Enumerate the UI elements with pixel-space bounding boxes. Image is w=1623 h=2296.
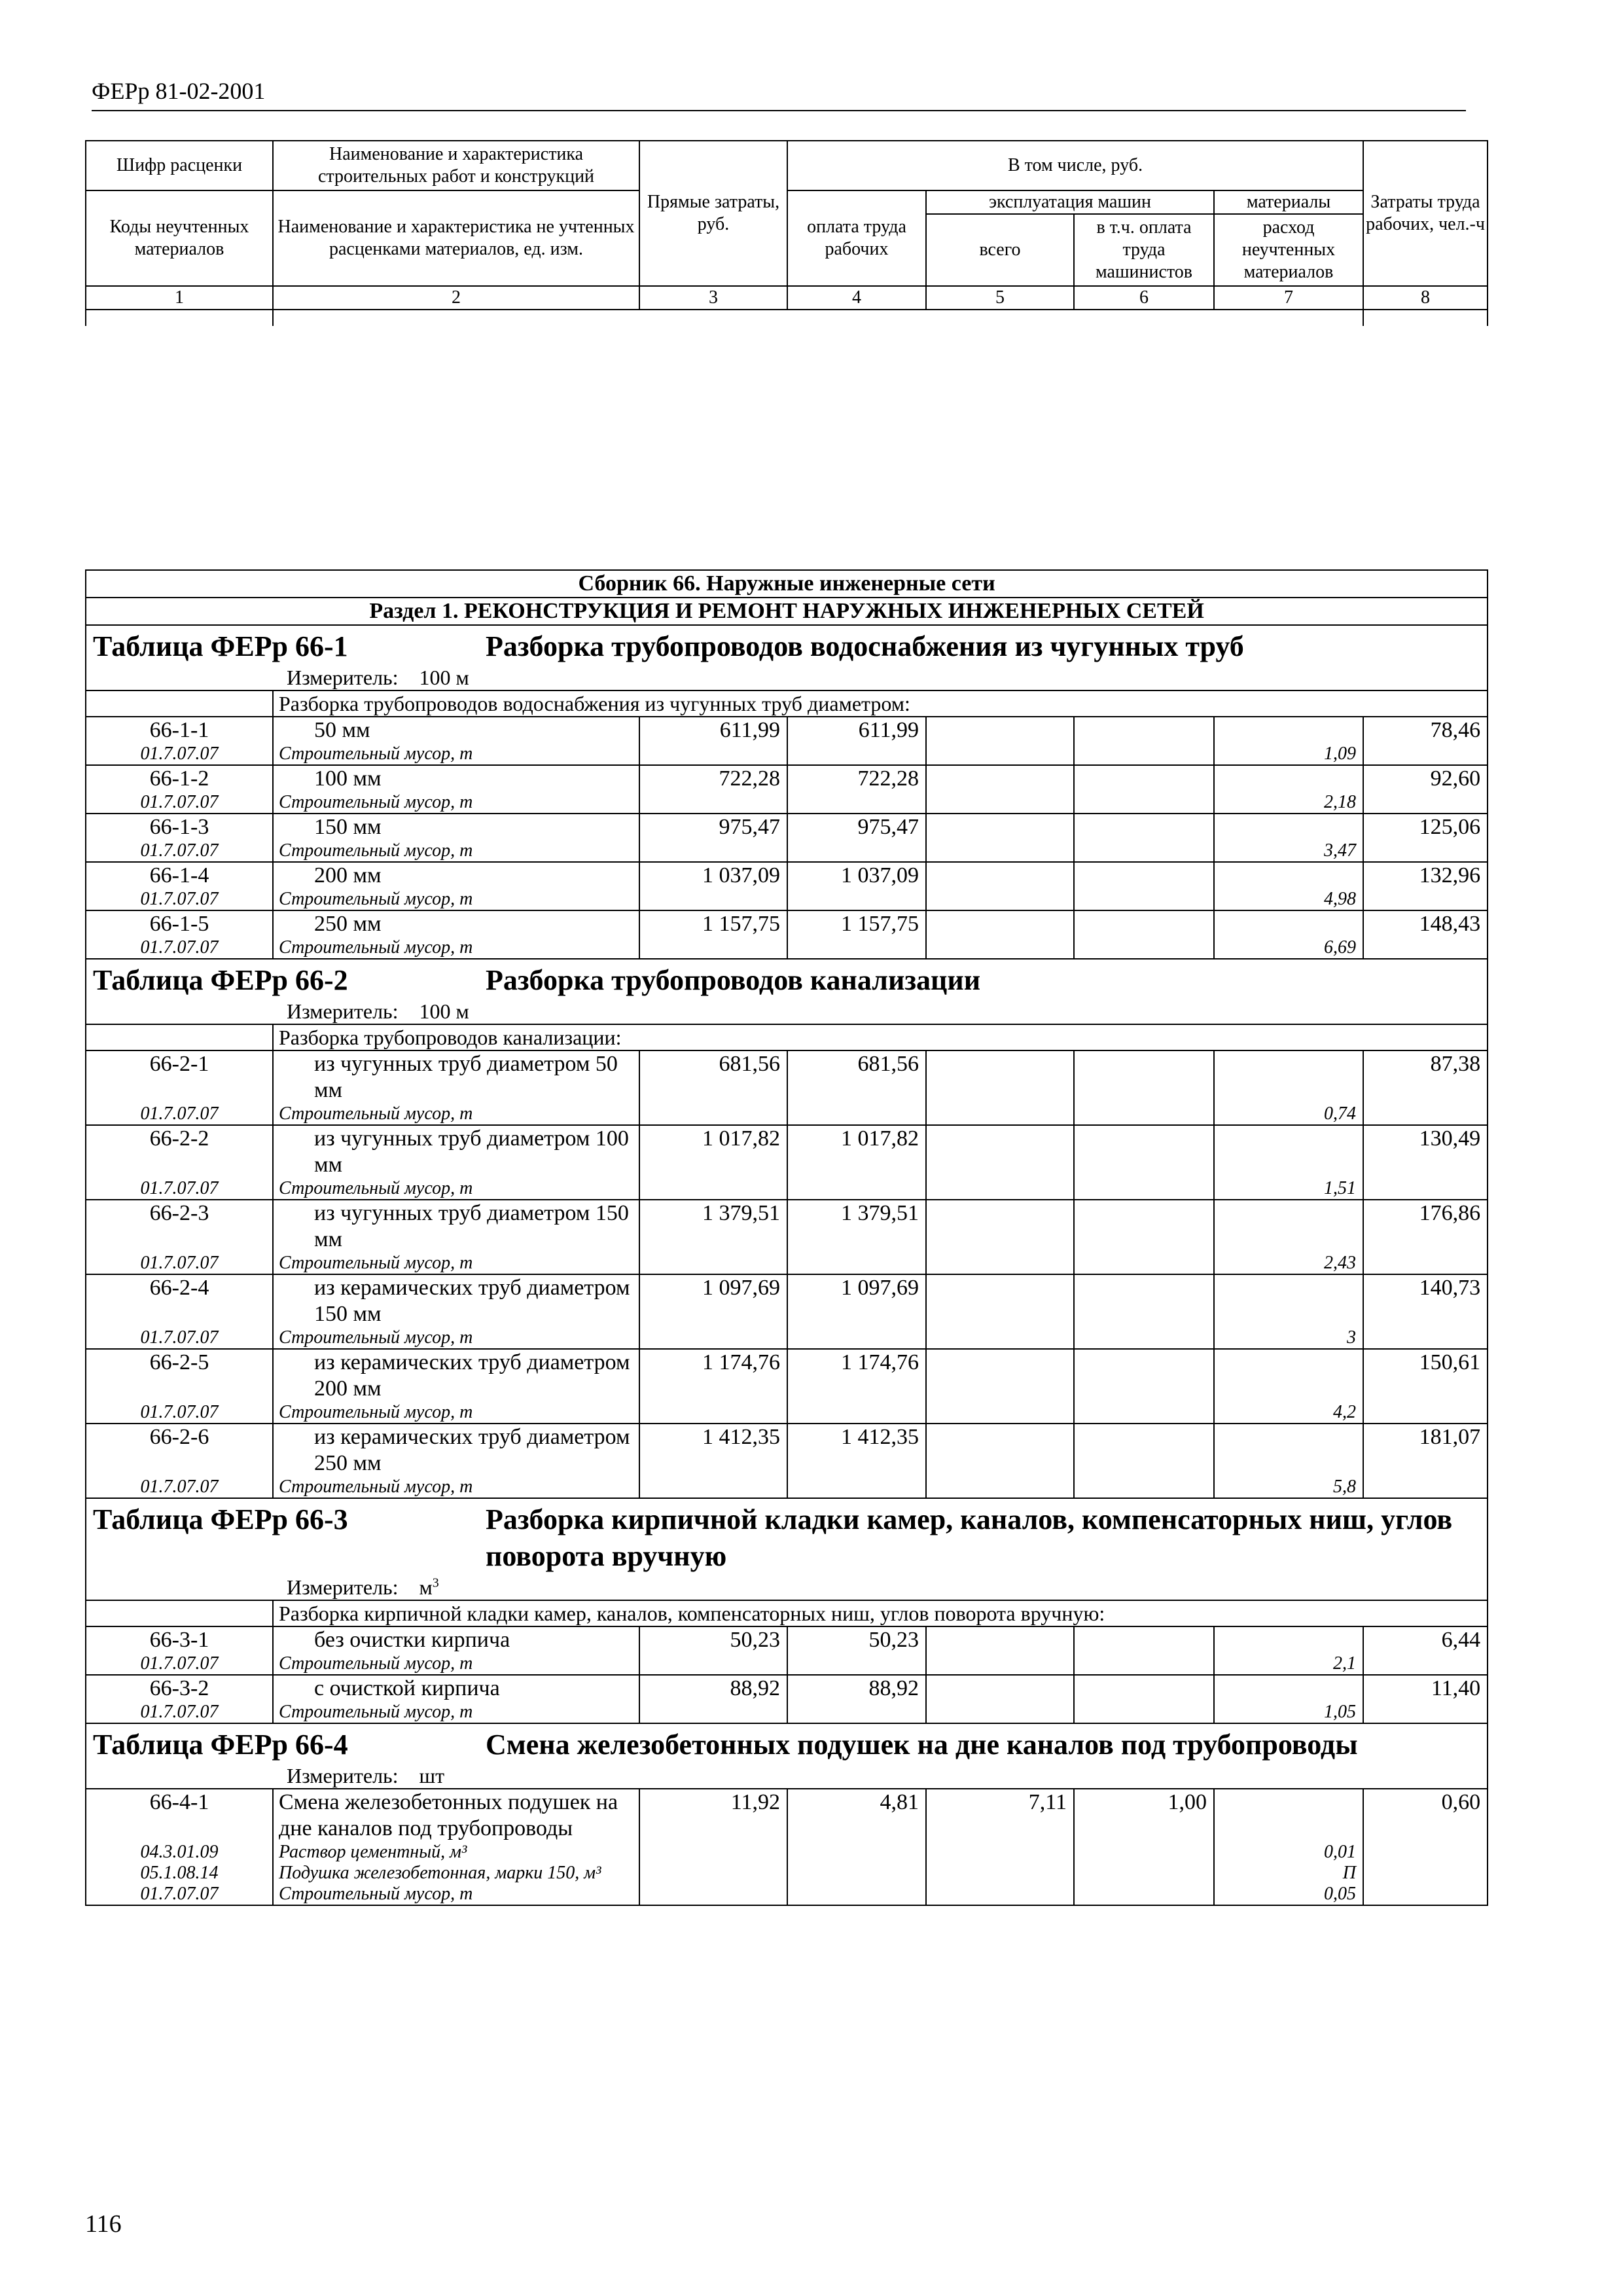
rate-code: 66-1-2 — [86, 765, 273, 792]
material-qty: 0,01 — [1214, 1842, 1363, 1863]
table-title-block — [86, 1498, 1488, 1600]
worker-pay: 722,28 — [787, 765, 926, 814]
column-number: 4 — [787, 286, 926, 310]
table-row — [86, 1050, 1488, 1103]
collection-title: Сборник 66. Наружные инженерные сети — [86, 570, 1488, 598]
table-tail — [86, 310, 273, 326]
material-qty-spacer — [1214, 1424, 1363, 1477]
rate-name: из керамических труб диаметром 250 мм — [273, 1424, 639, 1477]
table-row — [86, 1424, 1488, 1477]
direct-costs: 722,28 — [639, 765, 787, 814]
worker-pay: 1 174,76 — [787, 1349, 926, 1424]
table-name: Разборка трубопроводов канализации — [486, 964, 981, 996]
rate-name: Смена железобетонных подушек на дне каналов под трубопроводы — [273, 1789, 639, 1842]
material-name: Строительный мусор, т — [273, 744, 639, 765]
material-qty-spacer — [1214, 1200, 1363, 1253]
table-row — [86, 1200, 1488, 1253]
material-name: Строительный мусор, т — [273, 1327, 639, 1349]
material-qty-spacer — [1214, 1050, 1363, 1103]
header-direct-costs: Прямые затраты, руб. — [639, 141, 787, 286]
rate-name: 250 мм — [273, 910, 639, 937]
table-title-row — [86, 1723, 1488, 1789]
material-code: 01.7.07.07 — [86, 1702, 273, 1723]
rate-name: из чугунных труб диаметром 50 мм — [273, 1050, 639, 1103]
material-code: 05.1.08.14 — [86, 1863, 273, 1884]
measure-label: Измеритель: — [287, 1764, 399, 1787]
table-row — [86, 1789, 1488, 1842]
direct-costs: 50,23 — [639, 1626, 787, 1675]
rate-name: из чугунных труб диаметром 150 мм — [273, 1200, 639, 1253]
machine-total — [926, 910, 1074, 959]
rate-name: с очисткой кирпича — [273, 1675, 639, 1702]
machine-total — [926, 862, 1074, 910]
table-title-line — [93, 1501, 1480, 1575]
material-name: Строительный мусор, т — [273, 840, 639, 862]
measure-label: Измеритель: — [287, 1575, 399, 1599]
labor-hours: 132,96 — [1363, 862, 1488, 910]
machinist-pay — [1074, 765, 1214, 814]
rate-name: из чугунных труб диаметром 100 мм — [273, 1125, 639, 1178]
material-code: 01.7.07.07 — [86, 792, 273, 814]
labor-hours: 150,61 — [1363, 1349, 1488, 1424]
worker-pay: 681,56 — [787, 1050, 926, 1125]
table-title-line — [93, 1727, 1480, 1763]
material-qty-spacer — [1214, 814, 1363, 840]
rate-name: из керамических труб диаметром 200 мм — [273, 1349, 639, 1402]
material-qty: П — [1214, 1863, 1363, 1884]
machinist-pay — [1074, 717, 1214, 765]
column-number: 2 — [273, 286, 639, 310]
machine-total — [926, 814, 1074, 862]
material-name: Подушка железобетонная, марки 150, м³ — [273, 1863, 639, 1884]
worker-pay: 1 412,35 — [787, 1424, 926, 1498]
material-qty-spacer — [1214, 910, 1363, 937]
measure-unit-line — [93, 1575, 1480, 1600]
material-name: Строительный мусор, т — [273, 1103, 639, 1125]
rate-code: 66-2-5 — [86, 1349, 273, 1402]
machinist-pay — [1074, 1050, 1214, 1125]
measure-unit-line — [93, 665, 1480, 690]
direct-costs: 1 097,69 — [639, 1274, 787, 1349]
worker-pay: 88,92 — [787, 1675, 926, 1723]
machine-total — [926, 1050, 1074, 1125]
column-number: 6 — [1074, 286, 1214, 310]
material-name: Строительный мусор, т — [273, 1653, 639, 1675]
material-name: Строительный мусор, т — [273, 1402, 639, 1424]
material-qty-spacer — [1214, 862, 1363, 889]
material-code: 01.7.07.07 — [86, 1178, 273, 1200]
machinist-pay — [1074, 1274, 1214, 1349]
rate-code: 66-1-4 — [86, 862, 273, 889]
table-tail — [1074, 310, 1214, 326]
measure-unit-line — [93, 999, 1480, 1024]
material-name: Строительный мусор, т — [273, 1178, 639, 1200]
material-qty: 4,98 — [1214, 889, 1363, 910]
worker-pay: 1 037,09 — [787, 862, 926, 910]
worker-pay: 1 157,75 — [787, 910, 926, 959]
rate-name: 150 мм — [273, 814, 639, 840]
machine-total — [926, 1675, 1074, 1723]
table-title-row — [86, 1498, 1488, 1600]
material-name: Строительный мусор, т — [273, 792, 639, 814]
direct-costs: 1 412,35 — [639, 1424, 787, 1498]
header-code: Шифр расценки — [86, 141, 273, 190]
material-qty-spacer — [1214, 1274, 1363, 1327]
table-id: Таблица ФЕРр 66-2 — [93, 964, 348, 996]
material-qty: 1,05 — [1214, 1702, 1363, 1723]
table-row — [86, 765, 1488, 792]
direct-costs: 88,92 — [639, 1675, 787, 1723]
document-code-header: ФЕРр 81-02-2001 — [92, 78, 266, 104]
worker-pay: 4,81 — [787, 1789, 926, 1905]
material-qty-spacer — [1214, 1789, 1363, 1842]
labor-hours: 181,07 — [1363, 1424, 1488, 1498]
header-labor-hours: Затраты труда рабочих, чел.-ч — [1363, 141, 1488, 286]
table-row — [86, 1125, 1488, 1178]
machinist-pay — [1074, 1349, 1214, 1424]
machine-total — [926, 1349, 1074, 1424]
rate-code: 66-2-4 — [86, 1274, 273, 1327]
table-row — [86, 814, 1488, 840]
material-name: Строительный мусор, т — [273, 889, 639, 910]
header-machine-total: всего — [926, 214, 1074, 286]
header-machinist-pay: в т.ч. оплата труда машинистов — [1074, 214, 1214, 286]
material-qty: 2,1 — [1214, 1653, 1363, 1675]
material-qty: 3 — [1214, 1327, 1363, 1349]
machinist-pay — [1074, 814, 1214, 862]
material-code: 01.7.07.07 — [86, 1477, 273, 1498]
material-qty-spacer — [1214, 717, 1363, 744]
intro-spacer — [86, 1024, 273, 1050]
machinist-pay — [1074, 910, 1214, 959]
table-title-row — [86, 959, 1488, 1024]
machinist-pay — [1074, 1200, 1214, 1274]
rate-code: 66-2-3 — [86, 1200, 273, 1253]
table-intro-row — [86, 1024, 1488, 1050]
column-header-table — [85, 140, 1488, 326]
table-name: Разборка трубопроводов водоснабжения из чугунных труб — [486, 630, 1244, 662]
table-row — [86, 1349, 1488, 1402]
column-number: 3 — [639, 286, 787, 310]
table-tail — [639, 310, 787, 326]
machine-total — [926, 1274, 1074, 1349]
rate-code: 66-4-1 — [86, 1789, 273, 1842]
header-material-consumption: расход неучтенных материалов — [1214, 214, 1363, 286]
direct-costs: 1 379,51 — [639, 1200, 787, 1274]
table-tail — [1363, 310, 1488, 326]
table-intro-text: Разборка кирпичной кладки камер, каналов, компенсаторных ниш, углов поворота вручную: — [273, 1600, 1488, 1626]
table-title-line — [93, 962, 1480, 999]
material-code: 01.7.07.07 — [86, 889, 273, 910]
material-code: 01.7.07.07 — [86, 840, 273, 862]
table-row — [86, 1675, 1488, 1702]
material-qty: 1,51 — [1214, 1178, 1363, 1200]
material-code: 04.3.01.09 — [86, 1842, 273, 1863]
table-title-block — [86, 625, 1488, 691]
rate-code: 66-2-2 — [86, 1125, 273, 1178]
direct-costs: 11,92 — [639, 1789, 787, 1905]
labor-hours: 92,60 — [1363, 765, 1488, 814]
material-qty: 1,09 — [1214, 744, 1363, 765]
direct-costs: 681,56 — [639, 1050, 787, 1125]
labor-hours: 11,40 — [1363, 1675, 1488, 1723]
material-code: 01.7.07.07 — [86, 1653, 273, 1675]
measure-value: 100 м — [419, 666, 469, 689]
rate-name: из керамических труб диаметром 150 мм — [273, 1274, 639, 1327]
header-worker-pay: оплата труда рабочих — [787, 190, 926, 286]
table-intro-text: Разборка трубопроводов водоснабжения из чугунных труб диаметром: — [273, 691, 1488, 717]
table-row — [86, 862, 1488, 889]
rate-name: 200 мм — [273, 862, 639, 889]
material-code: 01.7.07.07 — [86, 744, 273, 765]
measure-unit-line — [93, 1763, 1480, 1788]
section-title: Раздел 1. РЕКОНСТРУКЦИЯ И РЕМОНТ НАРУЖНЫХ ИНЖЕНЕРНЫХ СЕТЕЙ — [86, 598, 1488, 625]
labor-hours: 6,44 — [1363, 1626, 1488, 1675]
table-row — [86, 910, 1488, 937]
machine-total — [926, 1200, 1074, 1274]
header-machine-operation: эксплуатация машин — [926, 190, 1214, 214]
measure-value: м — [419, 1575, 433, 1599]
worker-pay: 975,47 — [787, 814, 926, 862]
header-including: В том числе, руб. — [787, 141, 1363, 190]
labor-hours: 125,06 — [1363, 814, 1488, 862]
table-id: Таблица ФЕРр 66-3 — [93, 1503, 348, 1535]
direct-costs: 975,47 — [639, 814, 787, 862]
material-qty-spacer — [1214, 1125, 1363, 1178]
column-number: 5 — [926, 286, 1074, 310]
table-id: Таблица ФЕРр 66-1 — [93, 630, 348, 662]
worker-pay: 1 017,82 — [787, 1125, 926, 1200]
labor-hours: 148,43 — [1363, 910, 1488, 959]
rate-code: 66-1-1 — [86, 717, 273, 744]
rate-code: 66-1-5 — [86, 910, 273, 937]
material-qty: 4,2 — [1214, 1402, 1363, 1424]
rate-code: 66-2-1 — [86, 1050, 273, 1103]
material-qty: 3,47 — [1214, 840, 1363, 862]
material-code: 01.7.07.07 — [86, 1103, 273, 1125]
material-code: 01.7.07.07 — [86, 1253, 273, 1274]
table-row — [86, 1626, 1488, 1653]
material-code: 01.7.07.07 — [86, 1884, 273, 1905]
rate-name: без очистки кирпича — [273, 1626, 639, 1653]
labor-hours: 0,60 — [1363, 1789, 1488, 1905]
measure-value: шт — [419, 1764, 445, 1787]
material-qty: 0,74 — [1214, 1103, 1363, 1125]
material-qty: 6,69 — [1214, 937, 1363, 959]
material-code: 01.7.07.07 — [86, 937, 273, 959]
worker-pay: 1 097,69 — [787, 1274, 926, 1349]
intro-spacer — [86, 691, 273, 717]
material-qty: 5,8 — [1214, 1477, 1363, 1498]
direct-costs: 1 174,76 — [639, 1349, 787, 1424]
header-rule — [92, 110, 1466, 111]
rate-name: 50 мм — [273, 717, 639, 744]
machine-total — [926, 1626, 1074, 1675]
table-title-line — [93, 628, 1480, 665]
material-qty: 2,43 — [1214, 1253, 1363, 1274]
labor-hours: 176,86 — [1363, 1200, 1488, 1274]
table-name: Смена железобетонных подушек на дне каналов под трубопроводы — [486, 1729, 1358, 1761]
column-number: 1 — [86, 286, 273, 310]
worker-pay: 50,23 — [787, 1626, 926, 1675]
material-name: Строительный мусор, т — [273, 1702, 639, 1723]
table-title-block — [86, 1723, 1488, 1789]
direct-costs: 611,99 — [639, 717, 787, 765]
measure-label: Измеритель: — [287, 999, 399, 1023]
machinist-pay — [1074, 1125, 1214, 1200]
machinist-pay — [1074, 1424, 1214, 1498]
labor-hours: 87,38 — [1363, 1050, 1488, 1125]
header-material-codes: Коды неучтенных материалов — [86, 190, 273, 286]
machinist-pay: 1,00 — [1074, 1789, 1214, 1905]
rate-code: 66-3-2 — [86, 1675, 273, 1702]
machine-total — [926, 1125, 1074, 1200]
material-qty-spacer — [1214, 1626, 1363, 1653]
machinist-pay — [1074, 862, 1214, 910]
rate-code: 66-3-1 — [86, 1626, 273, 1653]
machinist-pay — [1074, 1626, 1214, 1675]
rate-name: 100 мм — [273, 765, 639, 792]
machine-total — [926, 717, 1074, 765]
material-qty-spacer — [1214, 765, 1363, 792]
header-work-name: Наименование и характеристика строительных работ и конструкций — [273, 141, 639, 190]
material-qty: 2,18 — [1214, 792, 1363, 814]
machine-total — [926, 1424, 1074, 1498]
page-number: 116 — [85, 2210, 122, 2238]
worker-pay: 611,99 — [787, 717, 926, 765]
intro-spacer — [86, 1600, 273, 1626]
direct-costs: 1 037,09 — [639, 862, 787, 910]
table-intro-text: Разборка трубопроводов канализации: — [273, 1024, 1488, 1050]
material-code: 01.7.07.07 — [86, 1402, 273, 1424]
labor-hours: 140,73 — [1363, 1274, 1488, 1349]
table-tail — [926, 310, 1074, 326]
material-code: 01.7.07.07 — [86, 1327, 273, 1349]
material-name: Строительный мусор, т — [273, 1253, 639, 1274]
machine-total: 7,11 — [926, 1789, 1074, 1905]
table-tail — [273, 310, 639, 326]
rate-code: 66-2-6 — [86, 1424, 273, 1477]
column-number: 8 — [1363, 286, 1488, 310]
table-title-block — [86, 959, 1488, 1024]
material-name: Строительный мусор, т — [273, 1884, 639, 1905]
rates-table — [85, 569, 1488, 1906]
machine-total — [926, 765, 1074, 814]
material-name: Строительный мусор, т — [273, 1477, 639, 1498]
table-intro-row — [86, 1600, 1488, 1626]
direct-costs: 1 157,75 — [639, 910, 787, 959]
table-title-row — [86, 625, 1488, 691]
material-name: Раствор цементный, м³ — [273, 1842, 639, 1863]
measure-superscript: 3 — [432, 1575, 439, 1590]
material-name: Строительный мусор, т — [273, 937, 639, 959]
table-intro-row — [86, 691, 1488, 717]
table-row — [86, 717, 1488, 744]
header-material-names: Наименование и характеристика не учтенных расценками материалов, ед. изм. — [273, 190, 639, 286]
column-number: 7 — [1214, 286, 1363, 310]
material-qty-spacer — [1214, 1675, 1363, 1702]
measure-label: Измеритель: — [287, 666, 399, 689]
measure-value: 100 м — [419, 999, 469, 1023]
material-qty-spacer — [1214, 1349, 1363, 1402]
material-qty: 0,05 — [1214, 1884, 1363, 1905]
rate-code: 66-1-3 — [86, 814, 273, 840]
table-row — [86, 1274, 1488, 1327]
table-tail — [1214, 310, 1363, 326]
table-tail — [787, 310, 926, 326]
labor-hours: 130,49 — [1363, 1125, 1488, 1200]
machinist-pay — [1074, 1675, 1214, 1723]
table-id: Таблица ФЕРр 66-4 — [93, 1729, 348, 1761]
worker-pay: 1 379,51 — [787, 1200, 926, 1274]
header-materials: материалы — [1214, 190, 1363, 214]
labor-hours: 78,46 — [1363, 717, 1488, 765]
direct-costs: 1 017,82 — [639, 1125, 787, 1200]
table-name: Разборка кирпичной кладки камер, каналов, компенсаторных ниш, углов поворота вручную — [486, 1503, 1453, 1572]
